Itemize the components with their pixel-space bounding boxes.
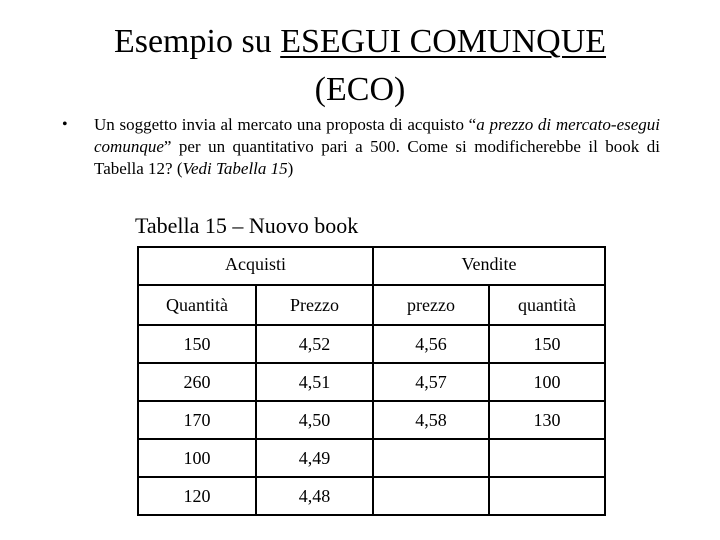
bullet-marker: • bbox=[62, 116, 68, 133]
sell-qty-cell bbox=[489, 477, 605, 515]
table-row bbox=[138, 363, 605, 401]
buy-price-cell: 4,52 bbox=[256, 325, 373, 363]
table-row bbox=[138, 401, 605, 439]
title-line2: (ECO) bbox=[314, 71, 406, 108]
bullet-paragraph bbox=[94, 114, 660, 180]
sell-qty-cell: 150 bbox=[489, 325, 605, 363]
buy-price-cell: 4,49 bbox=[256, 439, 373, 477]
sell-price-cell: 4,58 bbox=[373, 401, 489, 439]
page-title bbox=[0, 18, 720, 114]
sell-price-cell bbox=[373, 477, 489, 515]
sell-qty-cell: 130 bbox=[489, 401, 605, 439]
group-header-row bbox=[138, 247, 605, 285]
group-sell-header: Vendite bbox=[373, 247, 605, 285]
column-header-buy-price: Prezzo bbox=[256, 285, 373, 325]
column-header-sell-qty: quantità bbox=[489, 285, 605, 325]
sell-qty-cell bbox=[489, 439, 605, 477]
column-header-row bbox=[138, 285, 605, 325]
table-row bbox=[138, 325, 605, 363]
sell-price-cell: 4,56 bbox=[373, 325, 489, 363]
table-row bbox=[138, 439, 605, 477]
bullet-italic-2: Vedi Tabella 15 bbox=[182, 159, 288, 178]
column-header-buy-qty: Quantità bbox=[138, 285, 256, 325]
buy-price-cell: 4,51 bbox=[256, 363, 373, 401]
sell-qty-cell: 100 bbox=[489, 363, 605, 401]
table-row bbox=[138, 477, 605, 515]
bullet-text-2: ” per un quantitativo pari a 500. Come si modificherebbe il book di Tabella 12? ( bbox=[94, 137, 660, 178]
order-book-table bbox=[137, 246, 606, 516]
bullet-text-3: ) bbox=[287, 159, 294, 178]
order-book-body bbox=[138, 247, 605, 515]
buy-qty-cell: 100 bbox=[138, 439, 256, 477]
buy-qty-cell: 170 bbox=[138, 401, 256, 439]
table-caption: Tabella 15 – Nuovo book bbox=[135, 213, 359, 238]
buy-qty-cell: 260 bbox=[138, 363, 256, 401]
group-buy-header: Acquisti bbox=[138, 247, 373, 285]
title-prefix: Esempio su bbox=[113, 23, 281, 60]
buy-qty-cell: 150 bbox=[138, 325, 256, 363]
sell-price-cell: 4,57 bbox=[373, 363, 489, 401]
column-header-sell-price: prezzo bbox=[373, 285, 489, 325]
bullet-text-1: Un soggetto invia al mercato una proposta di acquisto “ bbox=[94, 115, 477, 134]
bullet-italic-1: a prezzo di mercato-esegui comunque bbox=[94, 115, 660, 156]
buy-qty-cell: 120 bbox=[138, 477, 256, 515]
buy-price-cell: 4,50 bbox=[256, 401, 373, 439]
sell-price-cell bbox=[373, 439, 489, 477]
title-underlined: ESEGUI COMUNQUE bbox=[280, 23, 607, 60]
buy-price-cell: 4,48 bbox=[256, 477, 373, 515]
